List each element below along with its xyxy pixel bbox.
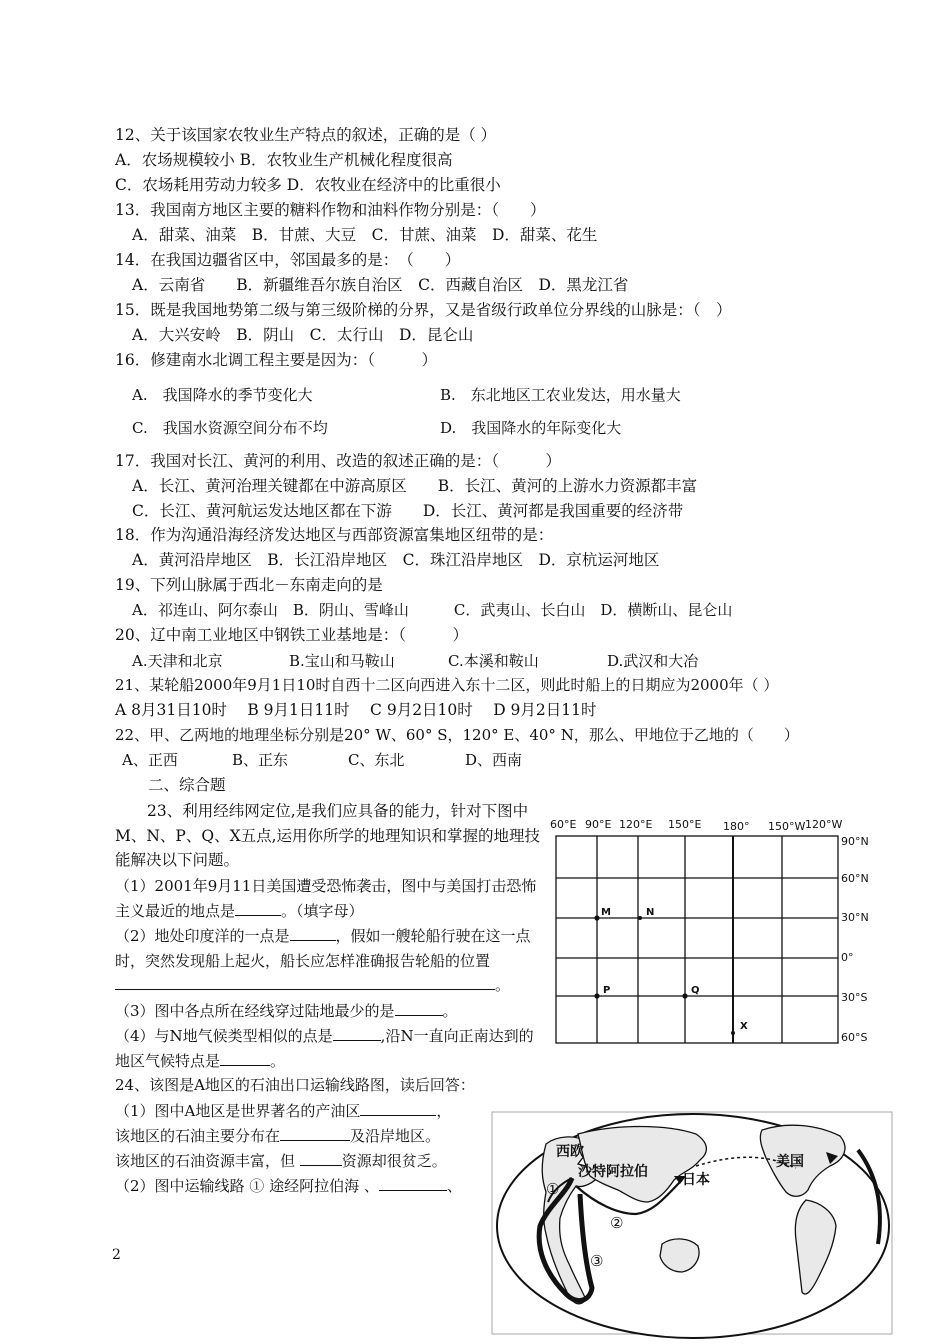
lat-label-3: 0° [841, 951, 854, 964]
q24-stem: 24、该图是A地区的石油出口运输线路图，读后回答： [115, 1076, 475, 1094]
q24-part1-line2 [115, 1124, 440, 1147]
label-saudi-arabia: 沙特阿拉伯 [578, 1164, 648, 1180]
label-japan: 日本 [682, 1172, 710, 1188]
q24-answer-blank-2[interactable] [280, 1124, 350, 1141]
q16-stem: 16．修建南水北调工程主要是因为：（ ） [115, 351, 437, 369]
q13-stem: 13．我国南方地区主要的糖料作物和油料作物分别是：（ ） [115, 201, 546, 219]
grid-frame [556, 836, 838, 1043]
q15-stem: 15．既是我国地势第二级与第三级阶梯的分界，又是省级行政单位分界线的山脉是：（ ） [115, 301, 732, 319]
lat-label-2: 30°N [841, 911, 869, 924]
q22-option-b: B、正东 [232, 751, 289, 769]
q12-options-line1: A．农场规模较小 B．农牧业生产机械化程度很高 [115, 151, 453, 169]
q23-intro: 23、利用经纬网定位,是我们应具备的能力，针对下图中M、N、P、Q、X五点,运用你所学的地理知识和掌握的地理技能解决以下问题。 [115, 802, 541, 869]
q15-options: A．大兴安岭 B．阴山 C．太行山 D．昆仑山 [132, 326, 474, 344]
q22-option-c: C、东北 [348, 751, 405, 769]
q18-options: A．黄河沿岸地区 B．长江沿岸地区 C．珠江沿岸地区 D．京杭运河地区 [132, 551, 660, 569]
q24-part1-text-d: 及沿岸地区。 [350, 1127, 441, 1145]
q16-option-a: A. 我国降水的季节变化大 [132, 386, 313, 404]
q20-option-d: D.武汉和大冶 [607, 652, 699, 670]
q23-part3 [115, 999, 547, 1022]
q24-part2-line1 [115, 1174, 462, 1197]
q14-options: A．云南省 B．新疆维吾尔族自治区 C．西藏自治区 D．黑龙江省 [132, 276, 629, 294]
label-west-europe: 西欧 [556, 1144, 584, 1160]
q23-part3-text-a: （3）图中各点所在经线穿过陆地最少的是 [115, 1002, 395, 1020]
q22-option-a: A、正西 [122, 751, 178, 769]
q23-part4-text-c: 。 [270, 1051, 286, 1070]
q23-part4 [115, 1024, 547, 1073]
q23-answer-blank-5[interactable] [333, 1024, 381, 1041]
q24-answer-blank-3[interactable] [300, 1149, 342, 1166]
point-x-label: X [740, 1021, 748, 1032]
grid-lines [556, 836, 838, 1043]
point-q-dot [682, 993, 687, 998]
label-usa: 美国 [776, 1154, 804, 1170]
lon-label-0: 60°E [550, 818, 577, 831]
q23-part2 [115, 924, 547, 998]
q24-answer-blank-4[interactable] [379, 1174, 447, 1191]
q18-stem: 18．作为沟通沿海经济发达地区与西部资源富集地区纽带的是： [115, 526, 554, 544]
q23-part4-text-a: （4）与N地气候类型相似的点是 [115, 1027, 333, 1045]
q21-options: A 8月31日10时 B 9月1日11时 C 9月2日10时 D 9月2日11时 [115, 701, 597, 719]
q23-answer-blank-3[interactable] [115, 973, 495, 990]
q23-part3-text-b: 。 [442, 1002, 458, 1020]
q21-stem: 21、某轮船2000年9月1日10时自西十二区向西进入东十二区，则此时船上的日期应为2000年（ ） [115, 676, 779, 694]
q24-part1-text-e: 该地区的石油资源丰富，但 [115, 1152, 300, 1170]
q24-part1-line1 [115, 1099, 451, 1122]
q20-option-c: C.本溪和鞍山 [448, 652, 539, 670]
q24-part1-text-a: （1）图中A地区是世界著名的产油区 [115, 1102, 361, 1120]
q16-option-d: D. 我国降水的年际变化大 [440, 419, 622, 437]
q23-answer-blank-4[interactable] [395, 999, 443, 1016]
point-p-dot [594, 993, 599, 998]
point-m-label: M [601, 907, 611, 918]
q19-options: A．祁连山、阿尔泰山 B．阴山、雪峰山 C．武夷山、长白山 D．横断山、昆仑山 [132, 601, 733, 619]
q22-stem: 22、甲、乙两地的地理坐标分别是20° W、60° S，120° E、40° N，那么、甲地位于乙地的（ ） [115, 726, 799, 744]
lon-label-6: 120°W [805, 818, 843, 831]
q24-part1-text-b: ， [436, 1102, 452, 1120]
route-label-2: ② [610, 1214, 624, 1232]
q23-answer-blank-1[interactable] [235, 899, 281, 916]
route-label-3: ③ [590, 1252, 604, 1270]
page-number: 2 [112, 1247, 121, 1263]
point-n-dot [638, 916, 642, 920]
q23-part2-text-b: ，假如一艘轮船行驶在这一点时，突然发现船上起火，船长应怎样准确报告轮船的位置 [115, 927, 531, 970]
q24-part1-text-f: 资源却很贫乏。 [341, 1152, 447, 1170]
q24-part1-text-c: 该地区的石油主要分布在 [115, 1127, 281, 1145]
point-q-label: Q [691, 985, 700, 996]
q23-part4-text-b: ,沿N一直向正南达到的地区气候特点是 [115, 1027, 534, 1070]
q17-options-line2: C．长江、黄河航运发达地区都在下游 D．长江、黄河都是我国重要的经济带 [132, 502, 684, 520]
q12-stem: 12、关于该国家农牧业生产特点的叙述，正确的是（ ） [115, 126, 497, 144]
lon-label-3: 150°E [668, 818, 702, 831]
q16-option-c: C. 我国水资源空间分布不均 [132, 419, 328, 437]
q20-stem: 20、辽中南工业地区中钢铁工业基地是：（ ） [115, 626, 468, 644]
q23-part1-text-b: 。（填字母） [281, 901, 364, 920]
route-label-1: ① [546, 1180, 560, 1198]
q17-stem: 17．我国对长江、黄河的利用、改造的叙述正确的是：（ ） [115, 452, 561, 470]
lon-label-4: 180° [723, 820, 750, 833]
point-x-dot [731, 1031, 735, 1035]
q23-part2-text-c: 。 [495, 976, 511, 994]
q24-part2-text-b: 、 [446, 1177, 462, 1195]
q23-part2-text-a: （2）地处印度洋的一点是 [115, 927, 290, 945]
q12-options-line2: C．农场耗用劳动力较多 D．农牧业在经济中的比重很小 [115, 176, 501, 194]
lon-label-1: 90°E [585, 818, 612, 831]
lat-label-0: 90°N [841, 835, 869, 848]
point-n-label: N [646, 907, 655, 918]
lon-label-2: 120°E [619, 818, 653, 831]
point-p-label: P [603, 985, 611, 996]
lon-label-5: 150°W [768, 820, 806, 833]
q13-options: A．甜菜、油菜 B．甘蔗、大豆 C．甘蔗、油菜 D．甜菜、花生 [132, 226, 598, 244]
q24-part2-text-a: （2）图中运输线路 ① 途经阿拉伯海 、 [115, 1177, 379, 1195]
q24-answer-blank-1[interactable] [360, 1099, 436, 1116]
oil-route-map-figure [486, 1094, 900, 1344]
point-m-dot [594, 915, 599, 920]
q20-option-b: B.宝山和马鞍山 [289, 652, 395, 670]
q23-answer-blank-2[interactable] [290, 924, 336, 941]
lat-label-5: 60°S [841, 1031, 868, 1044]
q17-options-line1: A．长江、黄河治理关键都在中游高原区 B．长江、黄河的上游水力资源都丰富 [132, 477, 698, 495]
lat-lon-grid-figure [548, 808, 878, 1048]
q23-answer-blank-6[interactable] [220, 1049, 270, 1066]
q23-part1 [115, 874, 547, 923]
q19-stem: 19、下列山脉属于西北－东南走向的是 [115, 576, 383, 594]
lat-label-1: 60°N [841, 872, 869, 885]
q16-option-b: B. 东北地区工农业发达，用水量大 [440, 386, 681, 404]
q23-part1-text-a: （1）2001年9月11日美国遭受恐怖袭击，图中与美国打击恐怖主义最近的地点是 [115, 877, 537, 920]
section2-title: 二、综合题 [148, 776, 226, 794]
lat-label-4: 30°S [841, 991, 868, 1004]
q24-part1-line3 [115, 1149, 447, 1172]
q20-option-a: A.天津和北京 [132, 652, 223, 670]
q14-stem: 14．在我国边疆省区中，邻国最多的是： （ ） [115, 251, 461, 269]
q22-option-d: D、西南 [465, 751, 523, 769]
